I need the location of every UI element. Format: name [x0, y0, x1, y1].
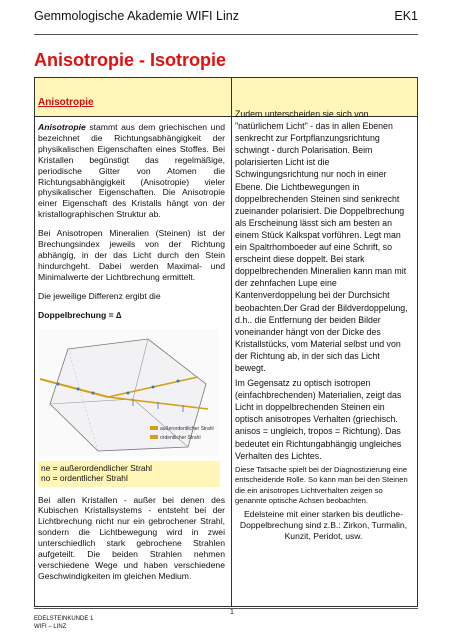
paragraph-examples: Edelsteine mit einer starken bis deutliche- Doppelbrechung sind z.B.: Zirkon, Turmalin, Kunzit, Peridot, usw.	[239, 509, 408, 542]
footer-subject: EDELSTEINKUNDE 1	[34, 616, 94, 622]
intro-text: stammt aus dem griechischen und bezeichnet die Richtungsabhängigkeit der physikalischen Eigenschaften eines Stoffes. Bei Kristallen begünstigt das regelmäßige, periodische Gitter von Atomen die Richtungsabhängigkeit (Anisotropie) vieler physikalischer Eigenschaften. Die Anisotropie einer Eigenschaft des Kristalls hängt von der kristallographischen Struktur ab.	[38, 122, 225, 220]
caption-no: no = ordentlicher Strahl	[41, 473, 128, 483]
footer-org: WIFI – LINZ	[34, 624, 67, 630]
intro-paragraph	[38, 122, 225, 220]
paragraph-isotropic: Im Gegensatz zu optisch isotropen (einfachbrechenden) Materialien, zeigt das Licht in doppelbrechenden Steinen ein optisch anisotropes Verhalten (griechisch. anisos = ungleich, tropos = Richtung). Das bedeutet ein Richtungabhängig ungleiches Verhalten des Lichtes.	[235, 378, 402, 461]
caption-ne: ne = außerordendlicher Strahl	[41, 462, 153, 473]
paragraph-refraction: Bei Anisotropen Mineralien (Steinen) ist der Brechungsindex jeweils von der Richtung abhängig, in der das Licht durch den Stein hindurchgeht. Dabei werden Maximal- und Minimalwerte der Lichtbrechung ermittelt.	[38, 228, 225, 282]
column-divider	[231, 78, 232, 606]
birefringence-formula: Doppelbrechung = ∆	[38, 309, 122, 320]
footer-rule	[34, 608, 418, 609]
figure-caption	[38, 461, 220, 487]
legend-ordinary: ordentlicher Strahl	[160, 434, 201, 441]
left-column	[38, 122, 225, 590]
paragraph-polarisation: Zudem unterscheiden sie sich von "natürlichem Licht" - das in allen Ebenen senkrecht zur Fortpflanzungsrichtung schwingt - durch Polarisation. Beim polarisierten Licht ist die Schwingungsrichtung nur noch in einer Ebene. Die Lichtbewegungen in doppelbrechenden Steinen sind senkrecht zueinander polarisiert. Die Doppelbrechung als Erscheinung lässt sich am besten an einem Stück Kalkspat vorführen. Legt man ein Spaltrhomboeder auf eine Schrift, so erscheint diese doppelt. Bei stark doppelbrechenden Mineralien kann man mit der zehnfachen Lupe eine Kantenverdoppelung bei der Durchsicht beobachten.Der Grad der Bildverdoppelung, d.h.. die Entfernung der beiden Bilder voneinander hängt von der Dicke des Kristallstücks, vom Material selbst und von der Richtung ab, in der sich das Licht bewegt.	[235, 109, 408, 373]
crystal-diagram	[38, 329, 219, 457]
page-title: Anisotropie - Isotropie	[34, 50, 227, 70]
section-heading: Anisotropie	[38, 97, 94, 108]
header-institution: Gemmologische Akademie WIFI Linz	[34, 9, 239, 23]
birefringence-illustration	[38, 329, 219, 457]
legend-extraordinary: außerordentlicher Strahl	[160, 425, 214, 432]
paragraph-difference: Die jeweilige Differenz ergibt die	[38, 290, 161, 301]
paragraph-crystals: Bei allen Kristallen - außer bei denen des Kubischen Kristallsystems - entsteht bei der Lichtbrechung nicht nur ein gebrochener Strahl, sondern die Lichtbewegung wird in zwei unterschiedlich stark gebrochene Strahlen aufgeteilt. Die beiden Strahlen nehmen verschiedene Wege und haben verschiedene Geschwindigkeiten im gleichen Medium.	[38, 494, 225, 581]
page-number: 1	[230, 609, 234, 616]
header-code: EK1	[394, 9, 418, 23]
right-column	[235, 108, 412, 545]
term-anisotropie: Anisotropie	[38, 122, 86, 132]
paragraph-diagnosis: Diese Tatsache spielt bei der Diagnostizierung eine entscheidende Rolle. So kann man bei den Steinen die ein anisotropes Lichtverhalten zeigen so genannte optische Achsen beobachten.	[235, 464, 408, 505]
